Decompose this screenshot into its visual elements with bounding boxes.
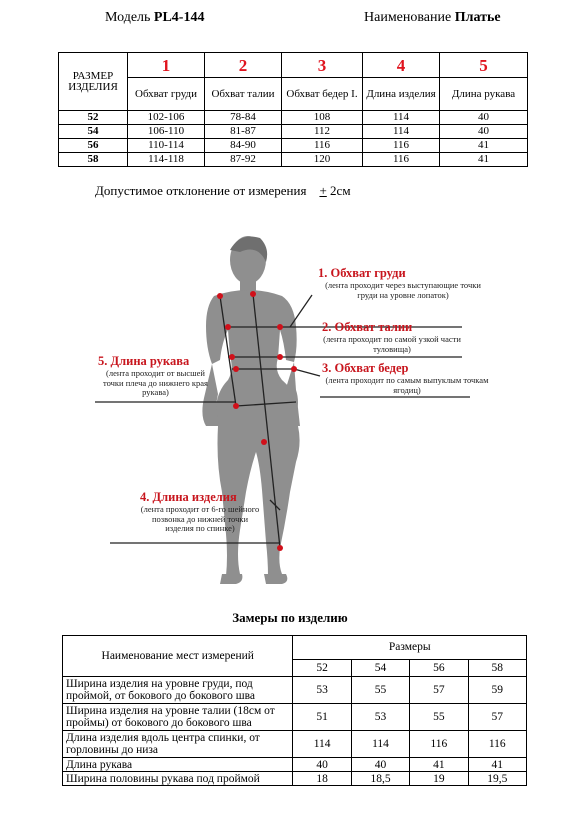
col-header-chest: Обхват груди [128,78,205,111]
measurement-value: 19,5 [468,772,526,786]
size-header: РАЗМЕР ИЗДЕЛИЯ [59,53,128,111]
measurement-row [63,704,527,731]
value-cell: 41 [440,139,528,153]
measurement-value: 53 [293,677,351,704]
size-row [59,125,528,139]
value-cell: 40 [440,111,528,125]
measurement-name: Ширина изделия на уровне талии (18см от проймы) от бокового до бокового шва [63,704,293,731]
measurement-value: 59 [468,677,526,704]
col-number-5: 5 [440,53,528,78]
value-cell: 84-90 [205,139,282,153]
measurement-name: Длина рукава [63,758,293,772]
value-cell: 116 [363,139,440,153]
value-cell: 114-118 [128,153,205,167]
measurement-value: 19 [410,772,468,786]
value-cell: 112 [282,125,363,139]
value-cell: 78-84 [205,111,282,125]
tolerance-note [95,183,351,199]
product-name-header [364,10,501,26]
value-cell: 116 [282,139,363,153]
size-row [59,139,528,153]
size-table [58,52,528,167]
value-cell: 81-87 [205,125,282,139]
size-row [59,111,528,125]
measurement-value: 55 [410,704,468,731]
measurement-name: Ширина изделия на уровне груди, под проймой, от бокового до бокового шва [63,677,293,704]
col-header-waist: Обхват талии [205,78,282,111]
label-length-title: 4. Длина изделия [140,490,237,504]
measurement-value: 57 [410,677,468,704]
size-cell: 52 [59,111,128,125]
size-cell: 54 [59,125,128,139]
col-number-4: 4 [363,53,440,78]
value-cell: 120 [282,153,363,167]
measurement-row [63,677,527,704]
measurement-value: 40 [351,758,409,772]
value-cell: 108 [282,111,363,125]
measurement-row [63,731,527,758]
label-hips [322,361,492,395]
measurement-value: 51 [293,704,351,731]
value-cell: 41 [440,153,528,167]
measurement-row [63,758,527,772]
label-length [140,490,260,534]
label-waist-title: 2. Обхват талии [322,320,413,334]
value-cell: 114 [363,125,440,139]
label-sleeve-note: (лента проходит от высшей точки плеча до нижнего края рукава) [103,368,208,397]
label-hips-title: 3. Обхват бедер [322,361,409,375]
value-cell: 110-114 [128,139,205,153]
value-cell: 87-92 [205,153,282,167]
product-name-label: Наименование [364,10,452,25]
col-header-hips: Обхват бедер I. [282,78,363,111]
label-length-note: (лента проходит от 6-го шейного позвонка до нижней точки изделия по спинке) [140,504,260,533]
col-number-2: 2 [205,53,282,78]
label-waist [322,320,462,354]
measurement-value: 53 [351,704,409,731]
measurements-table [62,635,527,786]
measurement-value: 55 [351,677,409,704]
measurement-value: 18 [293,772,351,786]
size-col-header: 52 [293,659,351,676]
measurement-name: Ширина половины рукава под проймой [63,772,293,786]
label-chest-note: (лента проходит через выступающие точки груди на уровне лопаток) [325,280,481,300]
size-col-header: 56 [410,659,468,676]
measurement-row [63,772,527,786]
tolerance-value: 2см [326,183,351,198]
col-number-3: 3 [282,53,363,78]
label-waist-note: (лента проходит по самой узкой части туловища) [323,334,461,354]
measurement-value: 114 [351,731,409,758]
measurement-figure [90,230,490,590]
name-header: Наименование мест измерений [63,636,293,677]
measurement-value: 116 [410,731,468,758]
size-col-header: 54 [351,659,409,676]
sizes-header: Размеры [293,636,527,660]
measurement-value: 18,5 [351,772,409,786]
size-cell: 56 [59,139,128,153]
tolerance-text: Допустимое отклонение от измерения [95,183,307,198]
model-value: PL4-144 [153,10,205,25]
measurement-value: 40 [293,758,351,772]
measurement-value: 114 [293,731,351,758]
col-header-sleeve: Длина рукава [440,78,528,111]
measurement-value: 116 [468,731,526,758]
label-chest [318,266,488,300]
value-cell: 114 [363,111,440,125]
tolerance-sign: + [319,183,327,198]
measurement-value: 57 [468,704,526,731]
size-cell: 58 [59,153,128,167]
measurement-name: Длина изделия вдоль центра спинки, от горловины до низа [63,731,293,758]
value-cell: 40 [440,125,528,139]
measurement-value: 41 [468,758,526,772]
size-col-header: 58 [468,659,526,676]
label-chest-title: 1. Обхват груди [318,266,406,280]
model-header [105,10,204,26]
measurements-title: Замеры по изделию [232,610,348,625]
value-cell: 102-106 [128,111,205,125]
label-hips-note: (лента проходит по самым выпуклым точкам ягодиц) [325,375,489,395]
measurement-value: 41 [410,758,468,772]
label-sleeve-title: 5. Длина рукава [98,354,190,368]
col-header-length: Длина изделия [363,78,440,111]
size-row [59,153,528,167]
label-sleeve [98,354,213,398]
col-number-1: 1 [128,53,205,78]
model-label: Модель [105,10,151,25]
value-cell: 116 [363,153,440,167]
value-cell: 106-110 [128,125,205,139]
product-name-value: Платье [454,10,501,25]
